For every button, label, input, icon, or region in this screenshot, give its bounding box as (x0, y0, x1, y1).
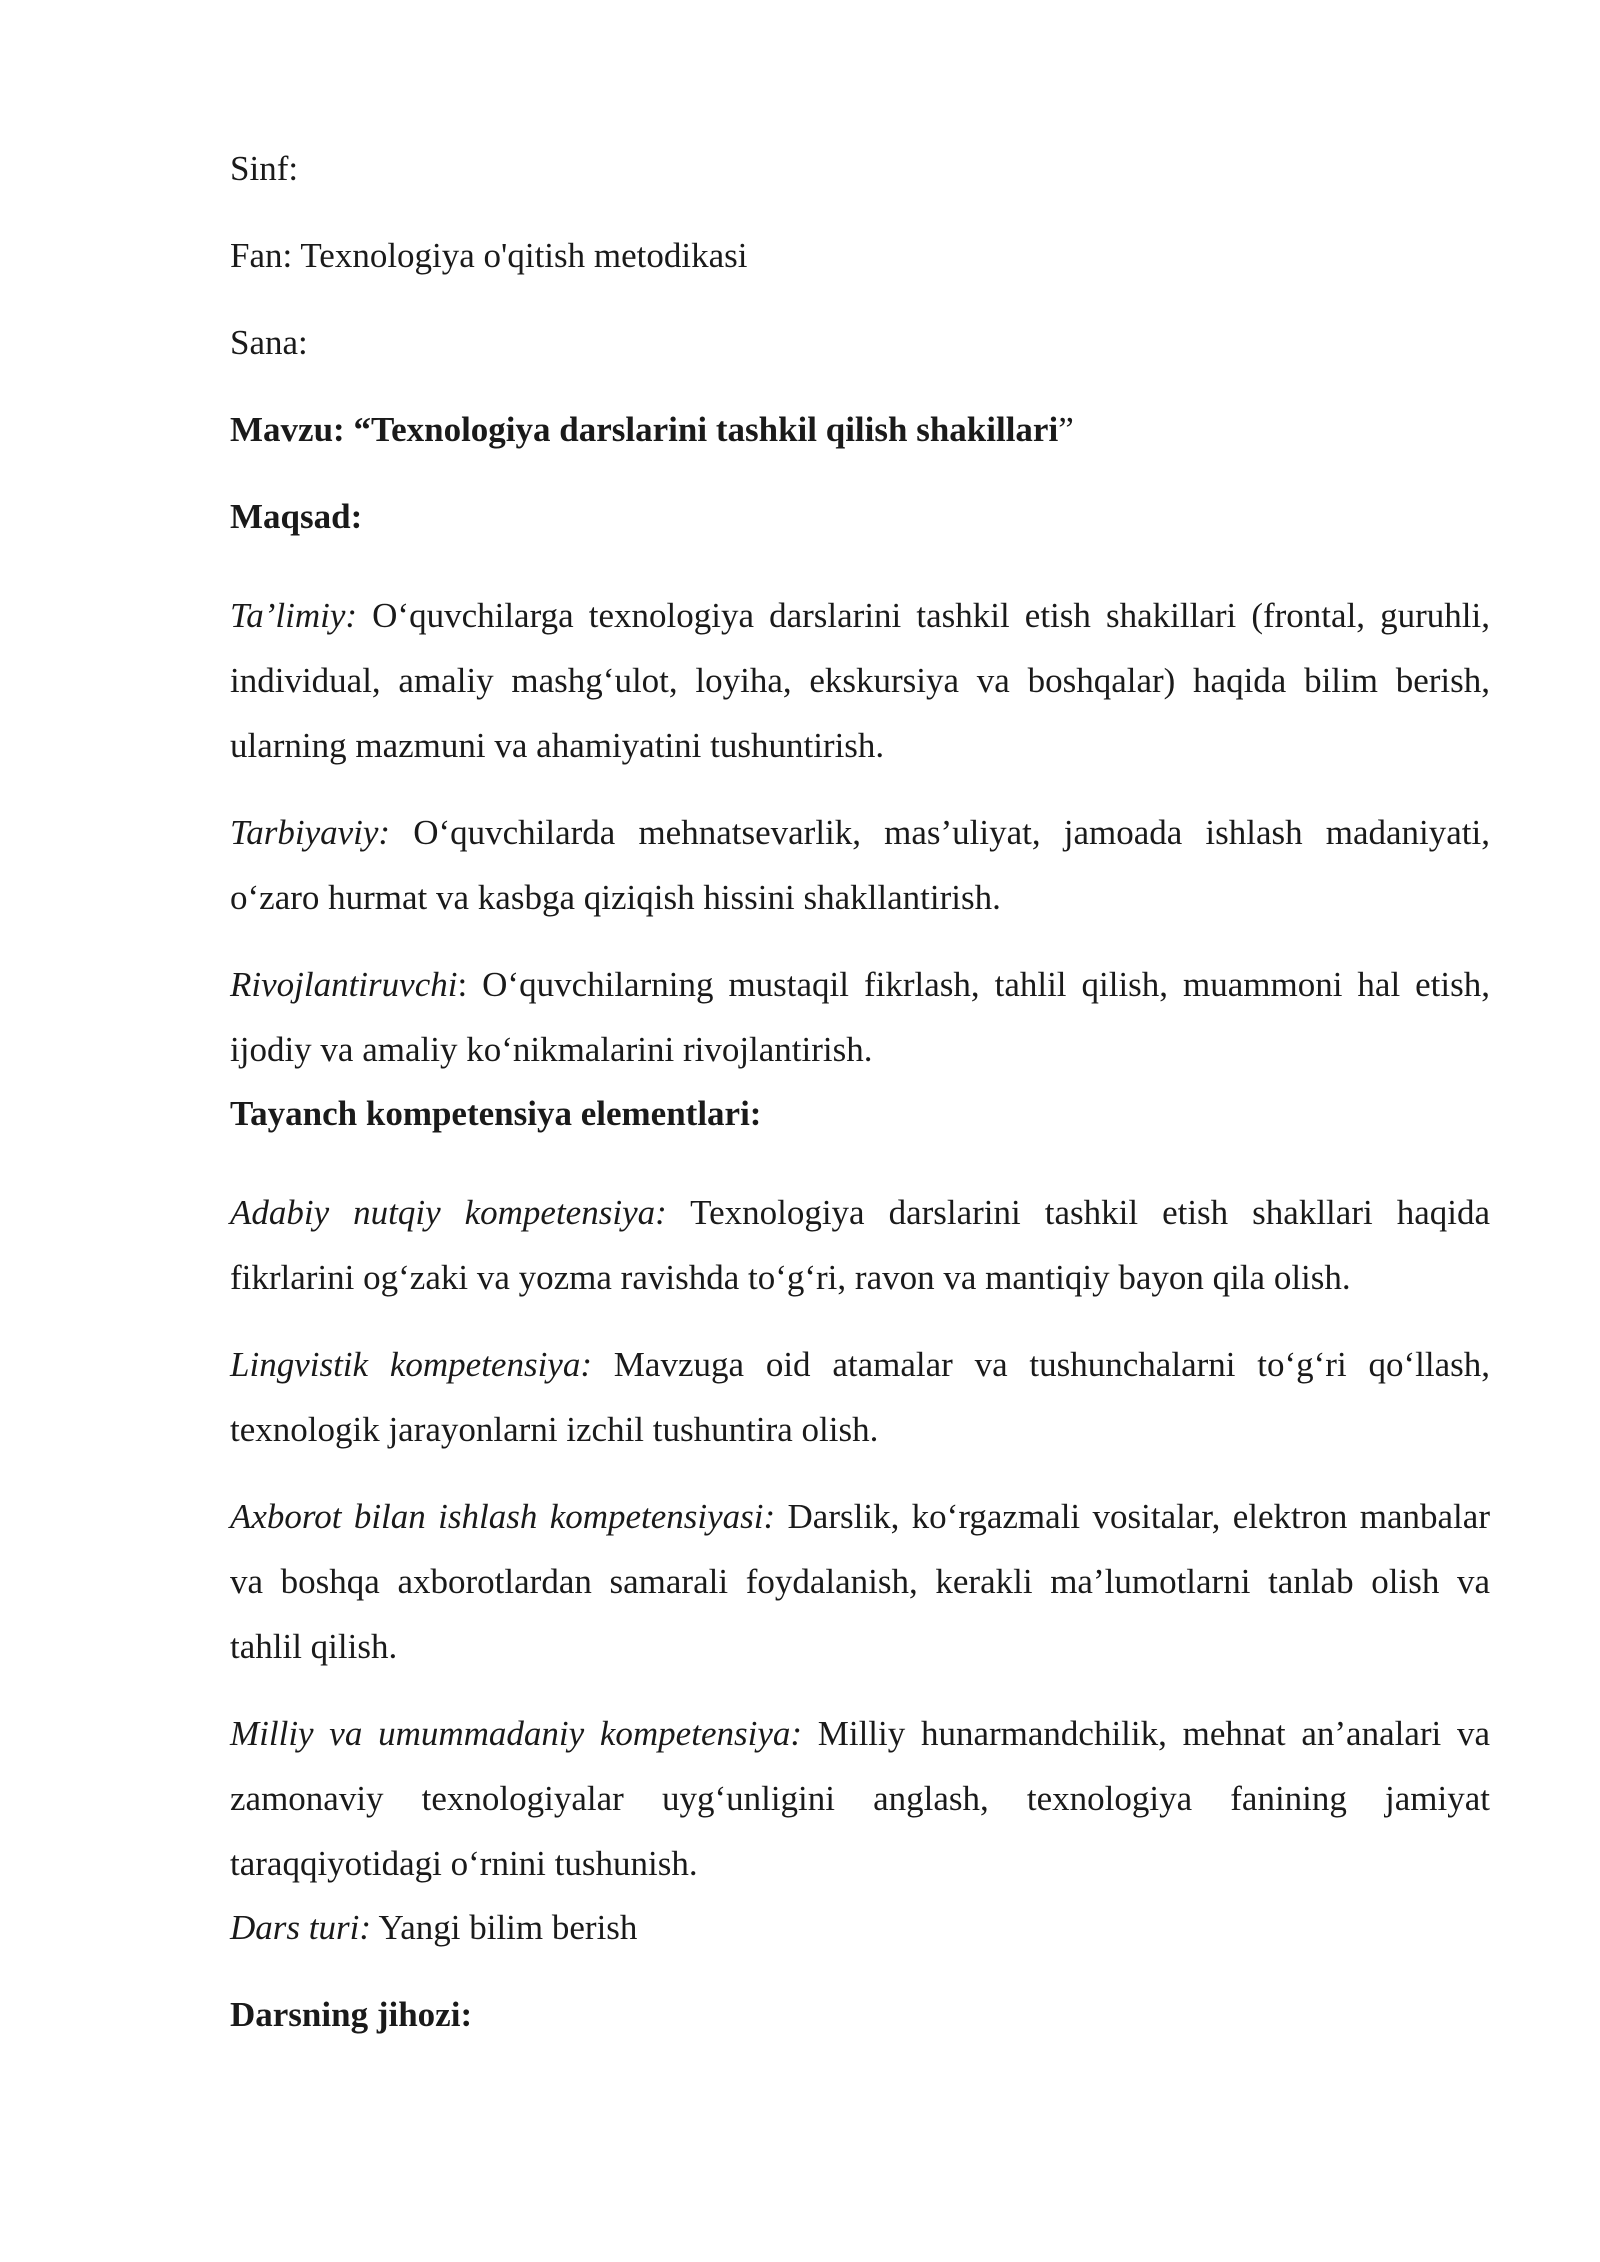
milliy-paragraph (230, 1701, 1490, 1896)
axborot-label: Axborot bilan ishlash kompetensiyasi: (230, 1497, 776, 1536)
lingvistik-text: Mavzuga oid atamalar va tushunchalarni to‘g‘ri qo‘llash, texnologik jarayonlarni izchil tushuntira olish. (230, 1345, 1490, 1449)
milliy-label: Milliy va umummadaniy kompetensiya: (230, 1714, 803, 1753)
mavzu-close-quote: ” (1058, 410, 1074, 449)
dars-turi-text: Yangi bilim berish (371, 1908, 638, 1947)
sana-line (230, 322, 1490, 364)
sana-label: Sana: (230, 323, 308, 362)
lingvistik-paragraph (230, 1332, 1490, 1462)
rivojlantiruvchi-paragraph (230, 952, 1490, 1082)
dars-turi-label: Dars turi: (230, 1908, 371, 1947)
fan-value: Texnologiya o'qitish metodikasi (292, 236, 748, 275)
talimiy-paragraph (230, 583, 1490, 778)
jihozi-heading: Darsning jihozi: (230, 1995, 473, 2034)
tarbiyaviy-text: O‘quvchilarda mehnatsevarlik, mas’uliyat, jamoada ishlash madaniyati, o‘zaro hurmat va kasbga qiziqish hissini shakllantirish. (230, 813, 1490, 917)
talimiy-label: Ta’limiy: (230, 596, 358, 635)
tarbiyaviy-label: Tarbiyaviy: (230, 813, 391, 852)
talimiy-text: O‘quvchilarga texnologiya darslarini tashkil etish shakillari (frontal, guruhli, individual, amaliy mashg‘ulot, loyiha, ekskursiya va boshqalar) haqida bilim berish, ularning mazmuni va ahamiyatini tushuntirish. (230, 596, 1490, 765)
axborot-text: Darslik, ko‘rgazmali vositalar, elektron manbalar va boshqa axborotlardan samarali foydalanish, kerakli ma’lumotlarni tanlab olish va tahlil qilish. (230, 1497, 1490, 1666)
sinf-label: Sinf: (230, 149, 299, 188)
tarbiyaviy-paragraph (230, 800, 1490, 930)
adabiy-paragraph (230, 1180, 1490, 1310)
rivojlantiruvchi-text: : O‘quvchilarning mustaqil fikrlash, tahlil qilish, muammoni hal etish, ijodiy va amaliy ko‘nikmalarini rivojlantirish. (230, 965, 1490, 1069)
rivojlantiruvchi-label: Rivojlantiruvchi (230, 965, 458, 1004)
fan-line (230, 235, 1490, 277)
adabiy-label: Adabiy nutqiy kompetensiya: (230, 1193, 667, 1232)
mavzu-line (230, 409, 1490, 451)
sinf-line (230, 148, 1490, 190)
adabiy-text: Texnologiya darslarini tashkil etish shakllari haqida fikrlarini og‘zaki va yozma ravishda to‘g‘ri, ravon va mantiqiy bayon qila olish. (230, 1193, 1490, 1297)
dars-turi-line (230, 1907, 1490, 1949)
axborot-paragraph (230, 1484, 1490, 1679)
milliy-text: Milliy hunarmandchilik, mehnat an’analari va zamonaviy texnologiyalar uyg‘unligini anglash, texnologiya fanining jamiyat taraqqiyotidagi o‘rnini tushunish. (230, 1714, 1490, 1883)
document-page (230, 148, 1490, 2081)
maqsad-heading: Maqsad: (230, 497, 363, 536)
mavzu-title: “Texnologiya darslarini tashkil qilish shakillari (353, 410, 1059, 449)
fan-label: Fan: (230, 236, 293, 275)
lingvistik-label: Lingvistik kompetensiya: (230, 1345, 592, 1384)
kompetensiya-heading: Tayanch kompetensiya elementlari: (230, 1094, 762, 1133)
mavzu-label: Mavzu: (230, 410, 354, 449)
